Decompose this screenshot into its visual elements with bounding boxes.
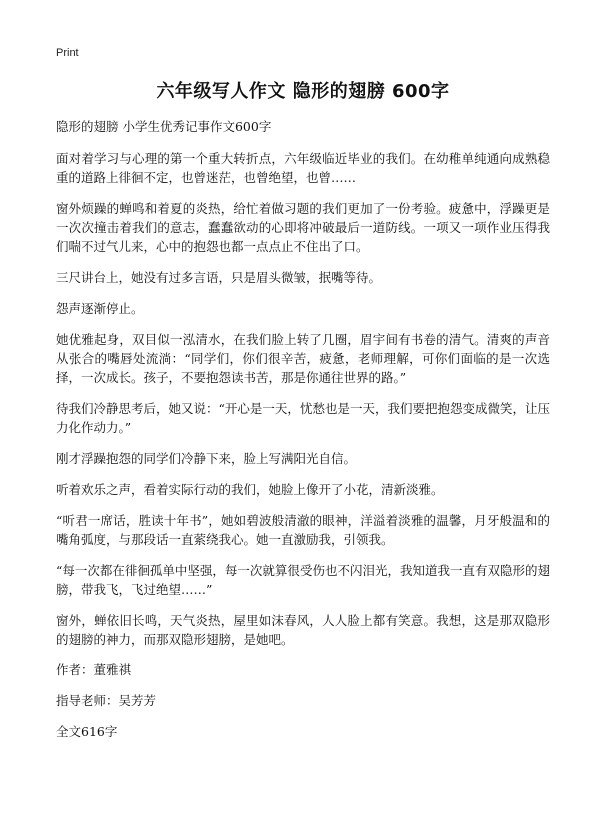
article-subtitle: 隐形的翅膀 小学生优秀记事作文600字: [56, 119, 272, 134]
paragraph-2: 窗外烦躁的蝉鸣和着夏的炎热，给忙着做习题的我们更加了一份考验。疲惫中，浮躁更是一次次撞击着我们的意志，蠢蠢欲动的心即将冲破最后一道防线。一项又一项作业压得我们喘不过气儿来，心中的抱怨也都一点点止不住出了口。: [56, 201, 550, 254]
paragraph-3: 三尺讲台上，她没有过多言语，只是眉头微皱，抿嘴等待。: [56, 270, 382, 285]
article-title: 六年级写人作文 隐形的翅膀 600字: [156, 81, 450, 102]
teacher-line: 指导老师：吴芳芳: [56, 693, 157, 708]
paragraph-1: 面对着学习与心理的第一个重大转折点，六年级临近毕业的我们。在幼稚单纯通向成熟稳重的道路上徘徊不定，也曾迷茫，也曾绝望，也曾……: [56, 151, 550, 185]
paragraph-6: 待我们冷静思考后，她又说：“开心是一天，忧愁也是一天，我们要把抱怨变成微笑，让压力化作动力。”: [56, 401, 550, 435]
paragraph-8: 听着欢乐之声，看着实际行动的我们，她脸上像开了小花，清新淡雅。: [56, 482, 444, 497]
paragraph-4: 怨声逐渐停止。: [56, 301, 144, 316]
author-line: 作者：董雅祺: [56, 662, 132, 677]
paragraph-10: “每一次都在徘徊孤单中坚强，每一次就算很受伤也不闪泪光，我知道我一直有双隐形的翅膀，带我飞，飞过绝望……”: [56, 563, 550, 597]
print-label: Print: [56, 47, 79, 59]
paragraph-7: 刚才浮躁抱怨的同学们冷静下来，脸上写满阳光自信。: [56, 451, 357, 466]
paragraph-11: 窗外，蝉依旧长鸣，天气炎热，屋里如沫春风，人人脸上都有笑意。我想，这是那双隐形的翅膀的神力，而那双隐形翅膀，是她吧。: [56, 613, 550, 647]
paragraph-5: 她优雅起身，双目似一泓清水，在我们脸上转了几圈，眉宇间有书卷的清气。清爽的声音从张合的嘴唇处流淌：“同学们，你们很辛苦，疲惫，老师理解，可你们面临的是一次选择，一次成长。孩子，不要抱怨读书苦，那是你通往世界的路。”: [56, 332, 550, 385]
word-count-line: 全文616字: [56, 724, 118, 739]
paragraph-9: “听君一席话，胜读十年书”，她如碧波般清澈的眼神，洋溢着淡雅的温馨，月牙般温和的嘴角弧度，与那段话一直萦绕我心。她一直激励我，引领我。: [56, 513, 550, 547]
